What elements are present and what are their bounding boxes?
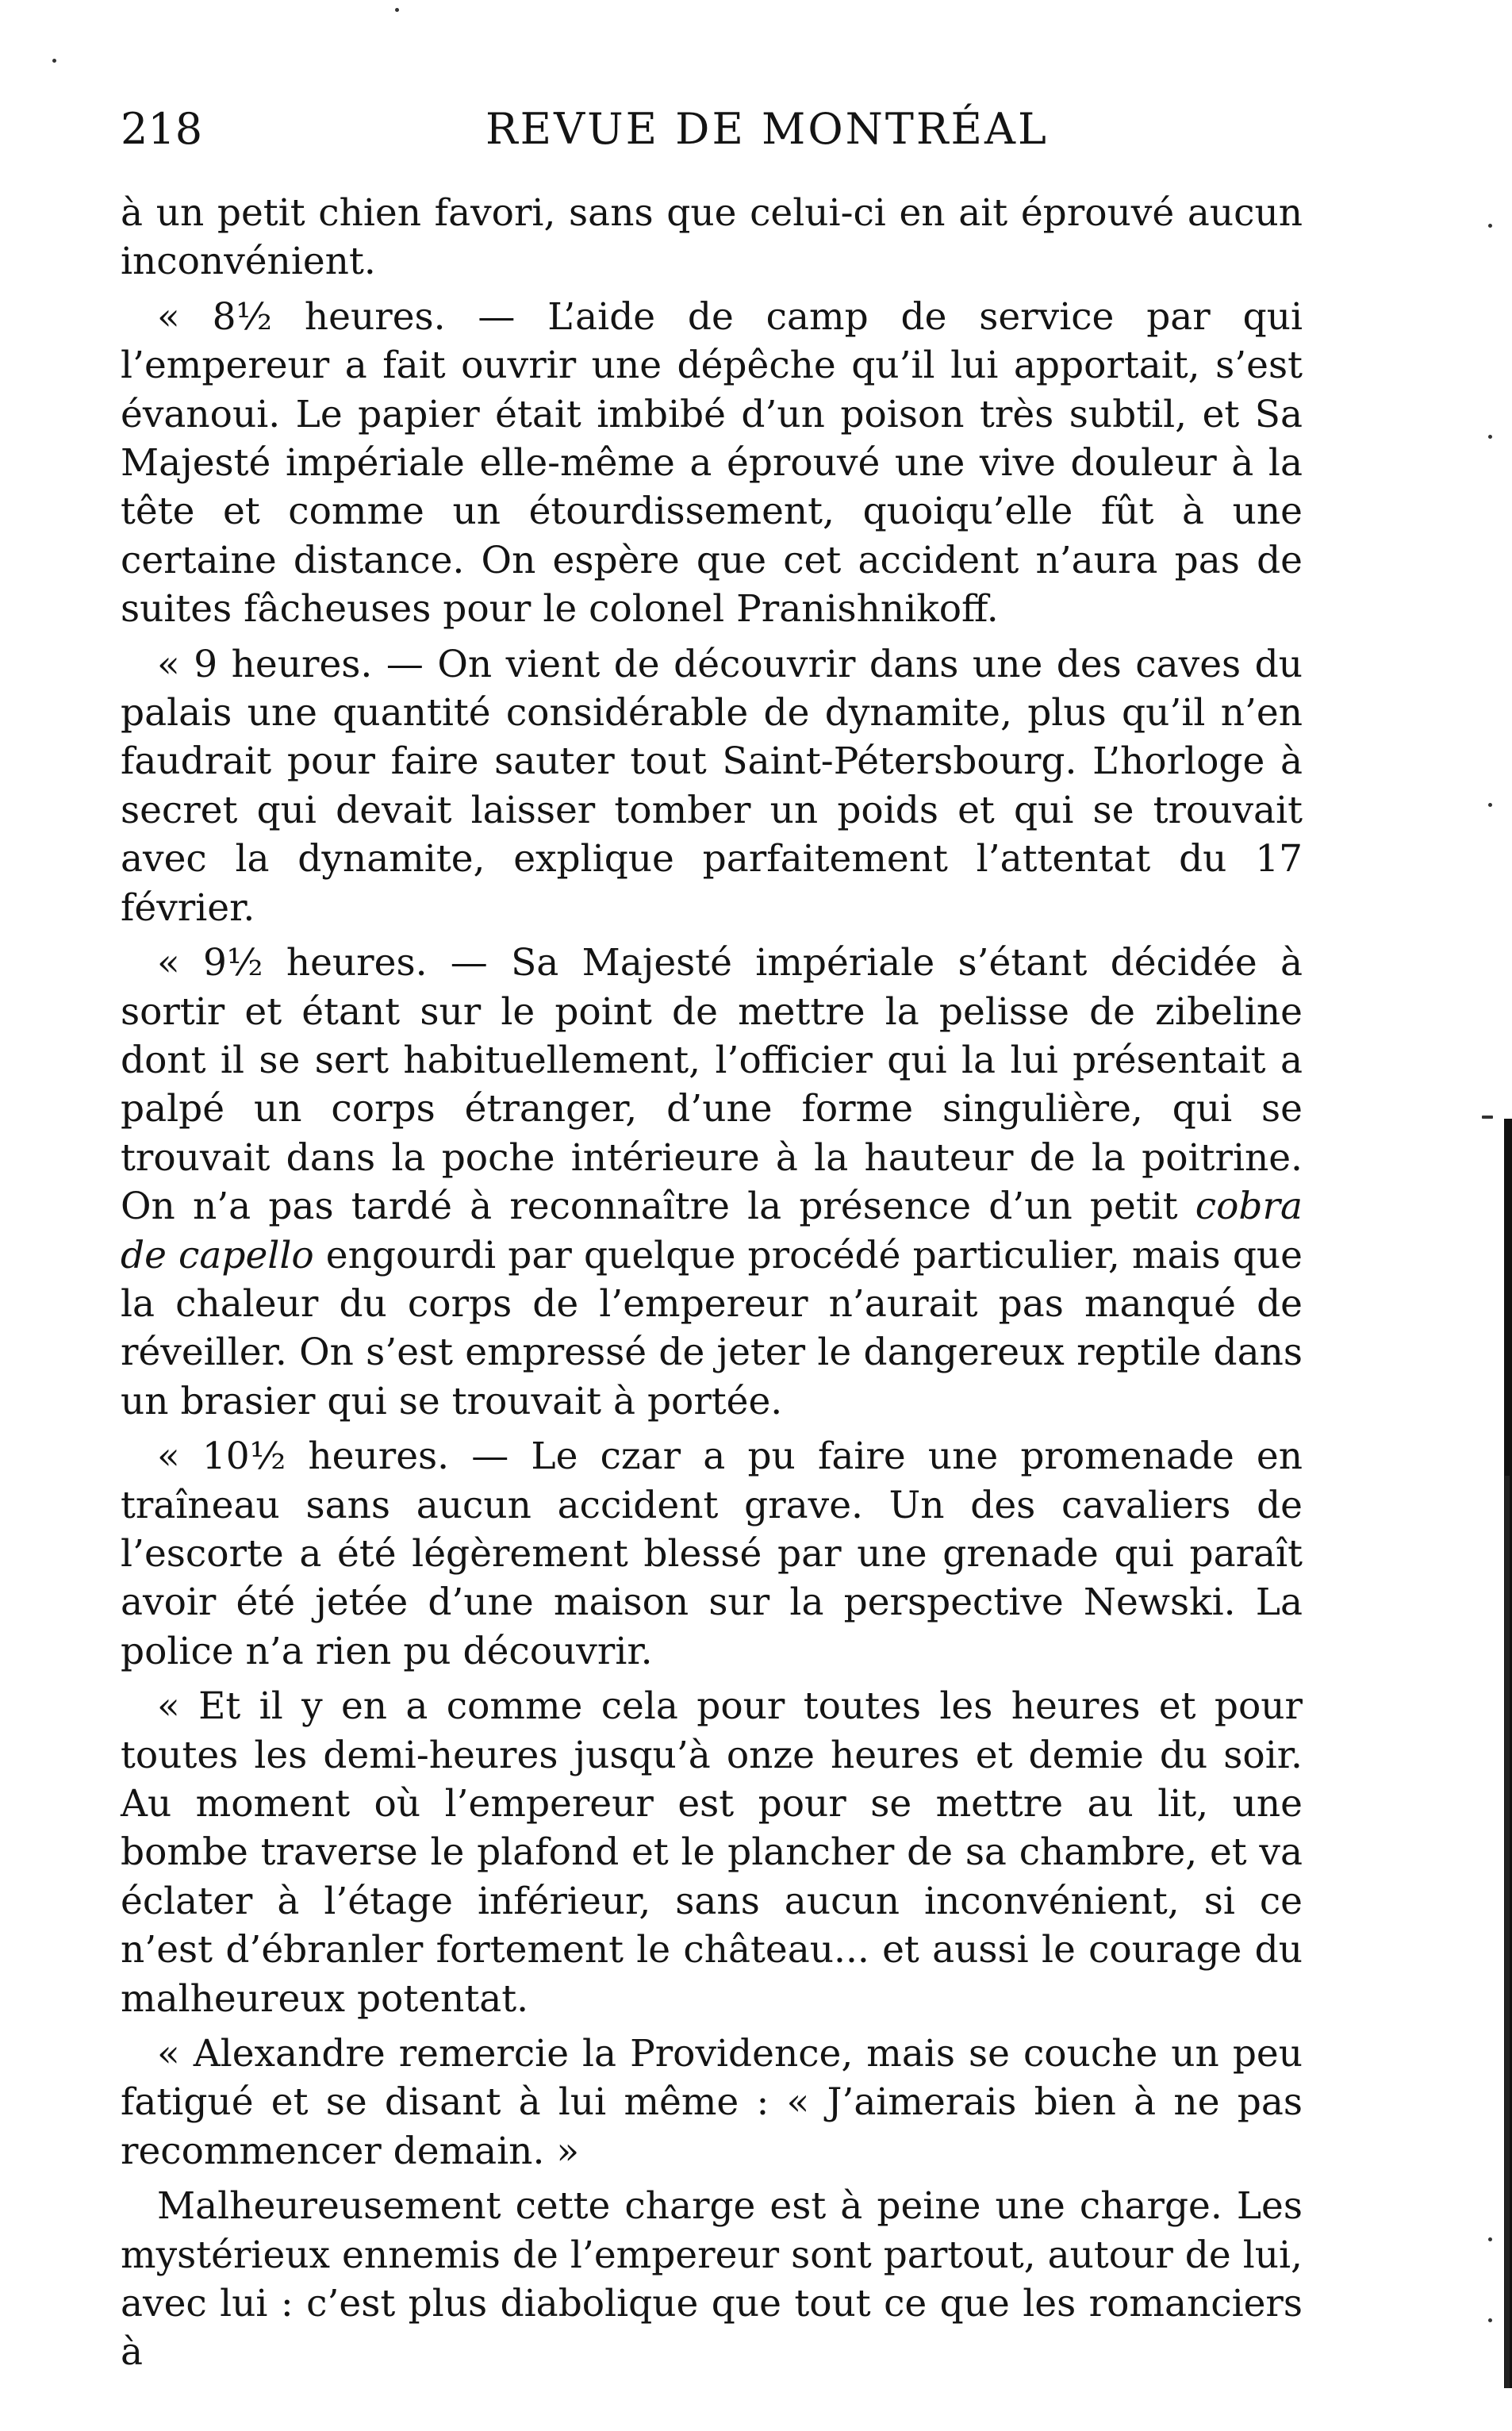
scan-speck: [395, 8, 399, 12]
body-text: [121, 189, 1303, 2383]
italic-species-name: cobra de capello: [121, 1185, 1303, 1277]
scan-speck: [1488, 435, 1492, 439]
scan-speck: [1488, 2237, 1492, 2241]
paragraph-alexandre: « Alexandre remercie la Providence, mais se couche un peu fatigué et se disant à lui même : « J’aimerais bien à ne pas recommencer demain. »: [121, 2032, 1303, 2173]
page-edge-shadow-inner: [1505, 1476, 1510, 2388]
paragraph-continuation: à un petit chien favori, sans que celui-ci en ait éprouvé aucun inconvénient.: [121, 191, 1303, 284]
page-number: 218: [121, 104, 203, 154]
paragraph-malheureusement: Malheureusement cette charge est à peine une charge. Les mystérieux ennemis de l’empereur sont partout, autour de lui, avec lui : c’est plus diabolique que tout ce que les romanciers à: [121, 2184, 1303, 2375]
scan-speck: [1482, 1116, 1493, 1119]
paragraph-every-hour: « Et il y en a comme cela pour toutes les heures et pour toutes les demi-heures jusqu’à onze heures et demie du soir. Au moment où l’empereur est pour se mettre au lit, une bombe traverse le plafond et le plancher de sa chambre, et va éclater à l’étage inférieur, sans aucun inconvénient, si ce n’est d’ébranler fortement le château... et aussi le courage du malheureux potentat.: [121, 1684, 1303, 2021]
scan-speck: [1488, 224, 1492, 228]
scan-speck: [1488, 803, 1492, 807]
paragraph-9-5-hours: « 9½ heures. — Sa Majesté impériale s’étant décidée à sortir et étant sur le point de mettre la pelisse de zibeline dont il se sert habituellement, l’officier qui la lui présentait a palpé un corps étranger, d’une forme singulière, qui se trouvait dans la poche intérieure à la hauteur de la poitrine. On n’a pas tardé à reconnaître la présence d’un petit cobra de capello engourdi par quelque procédé particulier, mais que la chaleur du corps de l’empereur n’aurait pas manqué de réveiller. On s’est empressé de jeter le dangereux reptile dans un brasier qui se trouvait à portée.: [121, 941, 1303, 1423]
paragraph-10-5-hours: « 10½ heures. — Le czar a pu faire une promenade en traîneau sans aucun accident grave. Un des cavaliers de l’escorte a été légèrement blessé par une grenade qui paraît avoir été jetée d’une maison sur la perspective Newski. La police n’a rien pu découvrir.: [121, 1434, 1303, 1673]
paragraph-9-hours: « 9 heures. — On vient de découvrir dans une des caves du palais une quantité considérable de dynamite, plus qu’il n’en faudrait pour faire sauter tout Saint-Pétersbourg. L’horloge à secret qui devait laisser tomber un poids et qui se trouvait avec la dynamite, explique parfaitement l’attentat du 17 février.: [121, 642, 1303, 930]
paragraph-8-5-hours: « 8½ heures. — L’aide de camp de service par qui l’empereur a fait ouvrir une dépêche qu’il lui apportait, s’est évanoui. Le papier était imbibé d’un poison très subtil, et Sa Majesté impériale elle-même a éprouvé une vive douleur à la tête et comme un étourdissement, quoiqu’elle fût à une certaine distance. On espère que cet accident n’aura pas de suites fâcheuses pour le colonel Pranishnikoff.: [121, 294, 1303, 632]
running-title: REVUE DE MONTRÉAL: [485, 104, 1049, 154]
scan-speck: [1488, 2318, 1492, 2322]
scan-speck: [52, 59, 56, 63]
page-header: [121, 94, 1303, 165]
